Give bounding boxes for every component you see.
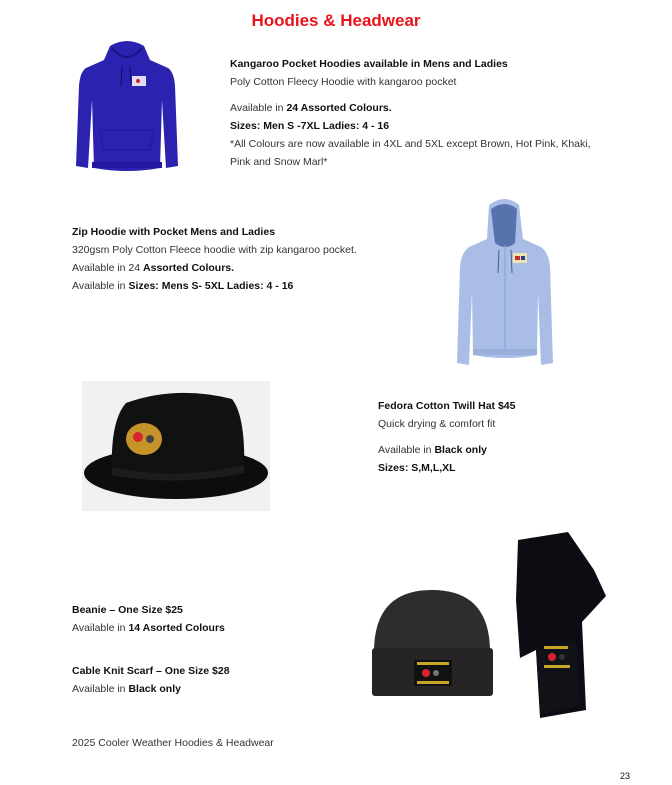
availability-prefix: Available in <box>378 444 432 456</box>
availability-colour: Black only <box>434 444 487 456</box>
scarf-icon <box>510 530 610 720</box>
kangaroo-hoodie-sizes: Sizes: Men S -7XL Ladies: 4 - 16 <box>230 120 390 132</box>
availability-prefix: Available in 24 <box>72 262 141 274</box>
availability-colour: Black only <box>128 683 181 695</box>
page-number: 23 <box>620 771 631 781</box>
kangaroo-hoodie-details <box>230 55 591 171</box>
fedora-availability <box>378 441 515 459</box>
availability-colours: Assorted Colours. <box>143 262 235 274</box>
beanie-availability <box>72 619 225 637</box>
availability-colours: 24 Assorted Colours. <box>286 102 392 114</box>
availability-prefix: Available in <box>72 622 126 634</box>
scarf-image <box>510 530 610 720</box>
page-footer: 2025 Cooler Weather Hoodies & Headwear <box>72 737 274 749</box>
kangaroo-hoodie-note-line2: Pink and Snow Marl* <box>230 156 328 168</box>
fedora-heading: Fedora Cotton Twill Hat $45 <box>378 400 516 412</box>
beanie-icon <box>370 588 495 698</box>
beanie-details <box>72 601 225 637</box>
availability-colours: 14 Asorted Colours <box>128 622 225 634</box>
fedora-image <box>82 381 270 511</box>
zip-hoodie-description: 320gsm Poly Cotton Fleece hoodie with zip kangaroo pocket. <box>72 244 357 256</box>
zip-hoodie-details <box>72 223 357 295</box>
beanie-heading: Beanie – One Size $25 <box>72 604 183 616</box>
zip-hoodie-image <box>455 195 555 370</box>
availability-prefix: Available in <box>230 102 284 114</box>
beanie-image <box>370 588 495 698</box>
kangaroo-hoodie-heading: Kangaroo Pocket Hoodies available in Mens and Ladies <box>230 58 508 70</box>
hoodie-icon <box>72 38 182 178</box>
availability-prefix: Available in <box>72 683 126 695</box>
zip-hoodie-sizes <box>72 277 357 295</box>
page-title: Hoodies & Headwear <box>251 11 421 30</box>
sizes-values: Sizes: Mens S- 5XL Ladies: 4 - 16 <box>128 280 294 292</box>
sizes-prefix: Available in <box>72 280 126 292</box>
scarf-availability <box>72 680 230 698</box>
scarf-details <box>72 662 230 698</box>
zip-hoodie-icon <box>455 195 555 370</box>
kangaroo-hoodie-description: Poly Cotton Fleecy Hoodie with kangaroo pocket <box>230 76 457 88</box>
zip-hoodie-heading: Zip Hoodie with Pocket Mens and Ladies <box>72 226 276 238</box>
kangaroo-hoodie-image <box>72 38 182 178</box>
kangaroo-hoodie-availability <box>230 99 591 117</box>
kangaroo-hoodie-note-line1: *All Colours are now available in 4XL and 5XL except Brown, Hot Pink, Khaki, <box>230 138 591 150</box>
fedora-description: Quick drying & comfort fit <box>378 418 496 430</box>
fedora-hat-icon <box>82 381 270 511</box>
fedora-sizes: Sizes: S,M,L,XL <box>378 462 456 474</box>
fedora-details <box>378 397 515 477</box>
zip-hoodie-availability <box>72 259 357 277</box>
scarf-heading: Cable Knit Scarf – One Size $28 <box>72 665 230 677</box>
